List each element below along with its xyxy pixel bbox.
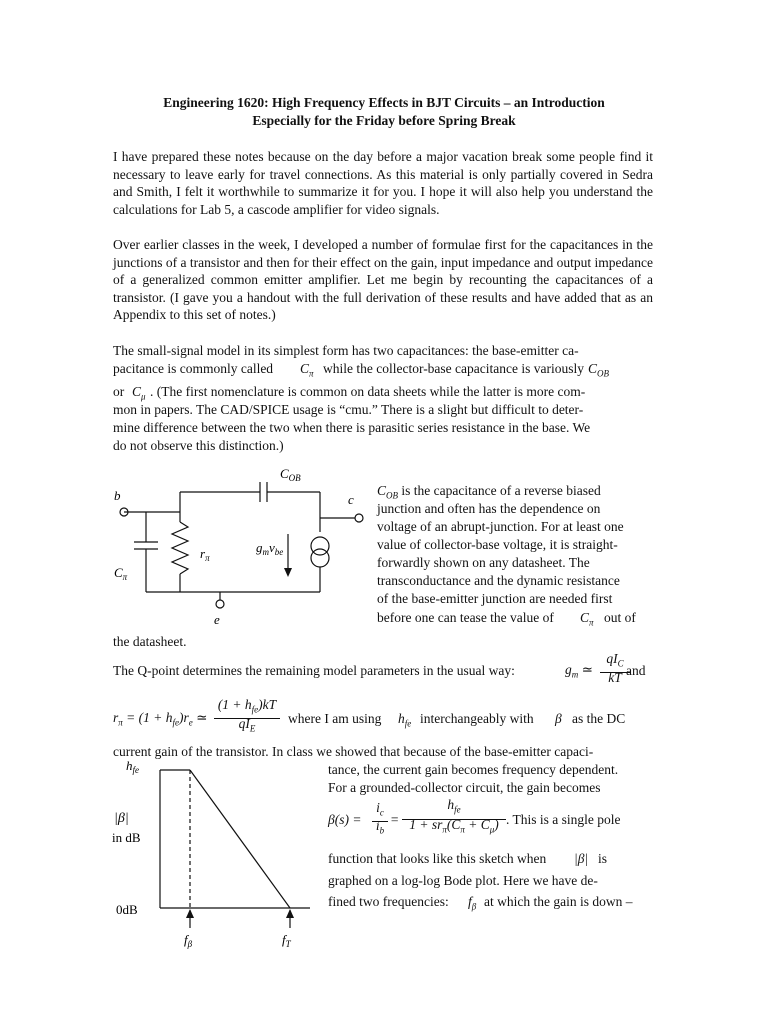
right-line-5: graphed on a log-log Bode plot. Here we have de-	[328, 873, 598, 888]
side-line-5: forwardly shown on any datasheet. The	[377, 555, 590, 570]
side-line-8a: before one can tease the value of	[377, 610, 554, 625]
beta-symbol: β	[555, 711, 562, 726]
qpoint-and: and	[626, 663, 646, 678]
para3-line-1: The small-signal model in its simplest form has two capacitances: the base-emitter ca-	[113, 343, 579, 358]
para3-line-2b: while the collector-base capacitance is variously	[323, 361, 584, 376]
para3-line-4: mon in papers. The CAD/SPICE usage is “cmu.” There is a slight but difficult to deter-	[113, 402, 584, 417]
gm-formula: $g_m$ ≃	[565, 662, 593, 680]
bode-zerodb-label: 0dB	[116, 902, 138, 917]
fbeta-symbol: $f_\beta$	[468, 894, 477, 912]
node-b-label: b	[114, 488, 121, 503]
para3-line-2a: pacitance is commonly called	[113, 361, 274, 376]
abs-beta-symbol: |β|	[574, 851, 589, 866]
right-line-2: For a grounded-collector circuit, the gain becomes	[328, 780, 601, 795]
qpoint-line-2c: as the DC	[572, 711, 626, 726]
ic-over-ib-numerator: $i_c$	[372, 800, 388, 822]
rpi-numerator: $(1 + h_{fe})kT$	[214, 697, 280, 719]
side-line-7: of the base-emitter junction are needed first	[377, 591, 613, 606]
rpi-formula: $r_\pi = (1 + h_{fe})r_e$ ≃	[113, 710, 208, 728]
side-line-1: $C_{OB}$ is the capacitance of a reverse biased	[377, 483, 601, 501]
para3-line-3b: . (The first nomenclature is common on data sheets while the latter is more com-	[150, 384, 586, 399]
para3-line-5: mine difference between the two when there is parasitic series resistance in the base. We	[113, 420, 591, 435]
c-mu-symbol: $C_\mu$	[132, 384, 146, 402]
c-pi-symbol: $C_\pi$	[300, 361, 314, 379]
qpoint-line-2b: interchangeably with	[420, 711, 534, 726]
right-line-6a: fined two frequencies:	[328, 894, 449, 909]
side-cpi-symbol: $C_\pi$	[580, 610, 594, 628]
side-line-2: junction and often has the dependence on	[377, 501, 601, 516]
bode-ft-label: $f_T$	[282, 932, 291, 949]
beta-numerator: $h_{fe}$	[402, 796, 506, 820]
side-line-6: transconductance and the dynamic resistance	[377, 573, 620, 588]
cob-label: $C_{OB}$	[280, 466, 301, 483]
para3-line-6: do not observe this distinction.)	[113, 438, 284, 453]
gm-numerator: $qI_C$	[600, 651, 630, 673]
node-e-label: e	[214, 612, 220, 627]
title-line-1: Engineering 1620: High Frequency Effects in BJT Circuits – an Introduction	[163, 95, 605, 110]
bode-beta-label: |β|	[114, 811, 129, 826]
right-line-3: . This is a single pole	[506, 812, 621, 827]
qpoint-line-2a: where I am using	[288, 711, 382, 726]
bode-hfe-label: $h_{fe}$	[126, 758, 139, 775]
ic-over-ib-denominator: $i_b$	[375, 818, 385, 836]
bode-fbeta-label: $f_\beta$	[184, 932, 193, 949]
hfe-symbol: $h_{fe}$	[398, 711, 412, 729]
gm-denominator: kT	[608, 670, 622, 685]
right-line-1: tance, the current gain becomes frequency dependent.	[328, 762, 619, 777]
qpoint-line-1: The Q-point determines the remaining model parameters in the usual way:	[113, 663, 515, 678]
side-line-8b: out of	[604, 610, 636, 625]
right-line-6b: at which the gain is down –	[484, 894, 633, 909]
qpoint-line-3: current gain of the transistor. In class we showed that because of the base-emitter capaci-	[113, 744, 594, 759]
para3-line-3a: or	[113, 384, 125, 399]
paragraph-intro: I have prepared these notes because on the day before a major vacation break some people find it necessary to leave early for travel connections. As this material is only partially covered in Sedra and Smith, I felt it worthwhile to summarize it for you. I hope it will also help you understand the calculations for Lab 5, a cascode amplifier for video signals.	[113, 149, 653, 217]
bode-indb-label: in dB	[112, 830, 141, 845]
bode-plot-sketch	[110, 758, 320, 958]
node-c-label: c	[348, 492, 354, 507]
paragraph-formulae: Over earlier classes in the week, I developed a number of formulae first for the capacitances in the junctions of a transistor and then for their effect on the gain, input impedance and output impedance of a generalized common emitter amplifier. Let me begin by recounting the capacitances of a transistor. (I gave you a handout with the full derivation of these results and have added that as an Appendix to this set of notes.)	[113, 237, 653, 323]
beta-s-formula: β(s) =	[328, 812, 362, 827]
rpi-label: $r_\pi$	[200, 546, 210, 563]
side-line-4: value of collector-base voltage, it is straight-	[377, 537, 618, 552]
side-line-9: the datasheet.	[113, 634, 187, 649]
title-line-2: Especially for the Friday before Spring Break	[252, 113, 516, 128]
equals-sign: =	[390, 812, 400, 827]
beta-denominator: $1 + sr_\pi(C_\pi + C_\mu)$	[409, 817, 499, 835]
c-ob-symbol: $C_{OB}$	[588, 361, 610, 379]
rpi-denominator: $qI_E$	[238, 716, 256, 734]
side-line-3: voltage of an abrupt-junction. For at least one	[377, 519, 624, 534]
cpi-label: $C_\pi$	[114, 565, 128, 582]
right-line-4a: function that looks like this sketch when	[328, 851, 547, 866]
gm-vbe-label: $g_mv_{be}$	[256, 540, 284, 557]
right-line-4b: is	[598, 851, 608, 866]
small-signal-model-diagram	[110, 462, 370, 632]
